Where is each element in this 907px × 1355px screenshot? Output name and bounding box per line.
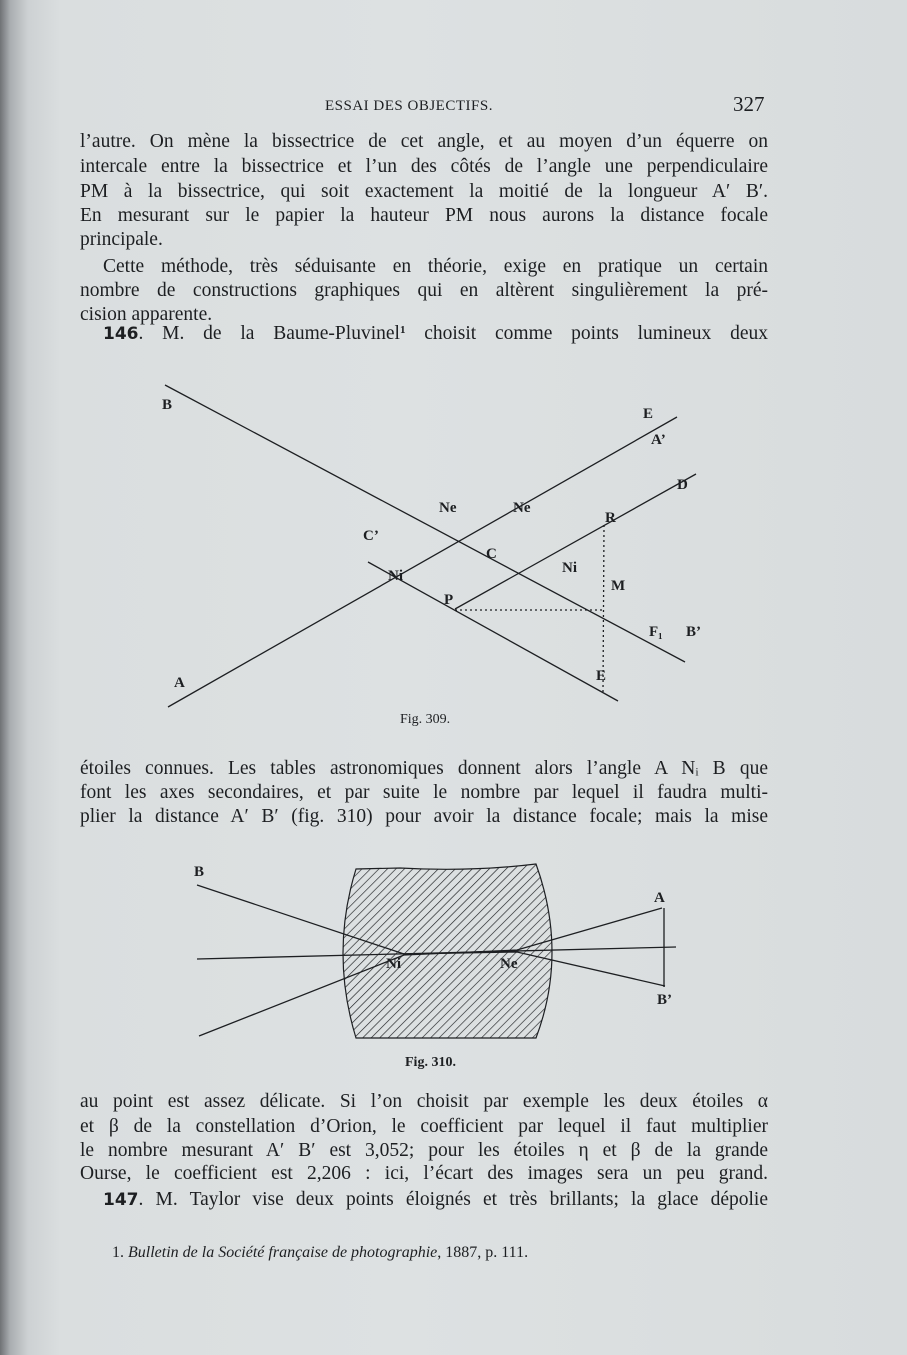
page-number: 327 bbox=[733, 92, 765, 116]
text: . M. Taylor vise deux points éloignés et très brillants; la glace dépolie bbox=[138, 1189, 768, 1210]
text-line: cision apparente. bbox=[80, 304, 213, 325]
footnote bbox=[112, 1244, 528, 1262]
text-line: étoiles connues. Les tables astronomiques donnent alors l’angle A Nᵢ B que bbox=[80, 758, 768, 779]
footnote-number: 1. bbox=[112, 1244, 124, 1261]
label-ni: Ni bbox=[388, 568, 403, 584]
text-line: Cette méthode, très séduisante en théorie, exige en pratique un certain bbox=[103, 256, 768, 277]
label-b: B bbox=[162, 397, 173, 413]
running-title: ESSAI DES OBJECTIFS. bbox=[325, 98, 493, 114]
section-number: 147 bbox=[103, 1190, 139, 1210]
text-line: nombre de constructions graphiques qui en altèrent singulièrement la pré- bbox=[80, 280, 768, 301]
line-cprime-e bbox=[368, 562, 618, 701]
label-m: M bbox=[611, 578, 626, 594]
label-ne: Ne bbox=[513, 500, 531, 516]
label-b-prime: B’ bbox=[657, 992, 672, 1008]
label-b: B bbox=[194, 864, 205, 880]
label-a: A bbox=[654, 890, 665, 906]
figure-309-labels bbox=[162, 397, 701, 691]
footnote-ref[interactable]: 1 bbox=[399, 324, 406, 336]
text: choisit comme points lumineux deux bbox=[405, 323, 768, 344]
label-a-prime: A’ bbox=[651, 432, 666, 448]
text-line: le nombre mesurant A′ B′ est 3,052; pour les étoiles η et β de la grande bbox=[80, 1140, 768, 1161]
text-line: et β de la constellation d’Orion, le coefficient par lequel il faut multiplier bbox=[80, 1116, 768, 1137]
label-r: R bbox=[605, 510, 616, 526]
label-p: P bbox=[444, 592, 454, 608]
label-ne: Ne bbox=[439, 500, 457, 516]
label-b-prime: B’ bbox=[686, 624, 701, 640]
paragraph-147 bbox=[103, 1188, 768, 1212]
label-e-top: E bbox=[643, 406, 654, 422]
text-line: En mesurant sur le papier la hauteur PM nous aurons la distance focale bbox=[80, 205, 768, 226]
text-line: font les axes secondaires, et par suite le nombre par lequel il faudra multi- bbox=[80, 782, 768, 803]
footnote-source: Bulletin de la Société française de photographie bbox=[128, 1244, 438, 1261]
label-ne: Ne bbox=[500, 956, 518, 972]
footnote-rest: , 1887, p. 111. bbox=[437, 1244, 529, 1261]
figure-310 bbox=[194, 864, 676, 1038]
line-p-d bbox=[455, 474, 696, 609]
text-line: au point est assez délicate. Si l’on choisit par exemple les deux étoiles α bbox=[80, 1091, 768, 1112]
figure-caption: Fig. 309. bbox=[400, 712, 451, 727]
label-c: C bbox=[486, 546, 497, 562]
text-line: plier la distance A′ B′ (fig. 310) pour avoir la distance focale; mais la mise bbox=[80, 806, 768, 827]
text-line: PM à la bissectrice, qui soit exactement la moitié de la longueur A′ B′. bbox=[80, 181, 768, 202]
label-ni: Ni bbox=[386, 956, 401, 972]
dotted-re bbox=[603, 525, 604, 692]
text-line: Ourse, le coefficient est 2,206 : ici, l’écart des images sera un peu grand. bbox=[80, 1163, 768, 1184]
label-f1: F₁ bbox=[649, 624, 663, 640]
label-e: E bbox=[596, 668, 607, 684]
figure-309 bbox=[165, 385, 696, 707]
label-ni: Ni bbox=[562, 560, 577, 576]
text-line: l’autre. On mène la bissectrice de cet angle, et au moyen d’un équerre on bbox=[80, 131, 768, 152]
text-line: principale. bbox=[80, 229, 163, 250]
label-d: D bbox=[677, 477, 688, 493]
text-line: intercale entre la bissectrice et l’un des côtés de l’angle une perpendiculaire bbox=[80, 156, 768, 177]
line-a-aprime bbox=[168, 417, 677, 707]
label-a: A bbox=[174, 675, 185, 691]
section-number: 146 bbox=[103, 324, 139, 344]
figure-caption: Fig. 310. bbox=[405, 1055, 456, 1070]
text: . M. de la Baume-Pluvinel bbox=[138, 323, 400, 344]
label-c-prime: C’ bbox=[363, 528, 379, 544]
